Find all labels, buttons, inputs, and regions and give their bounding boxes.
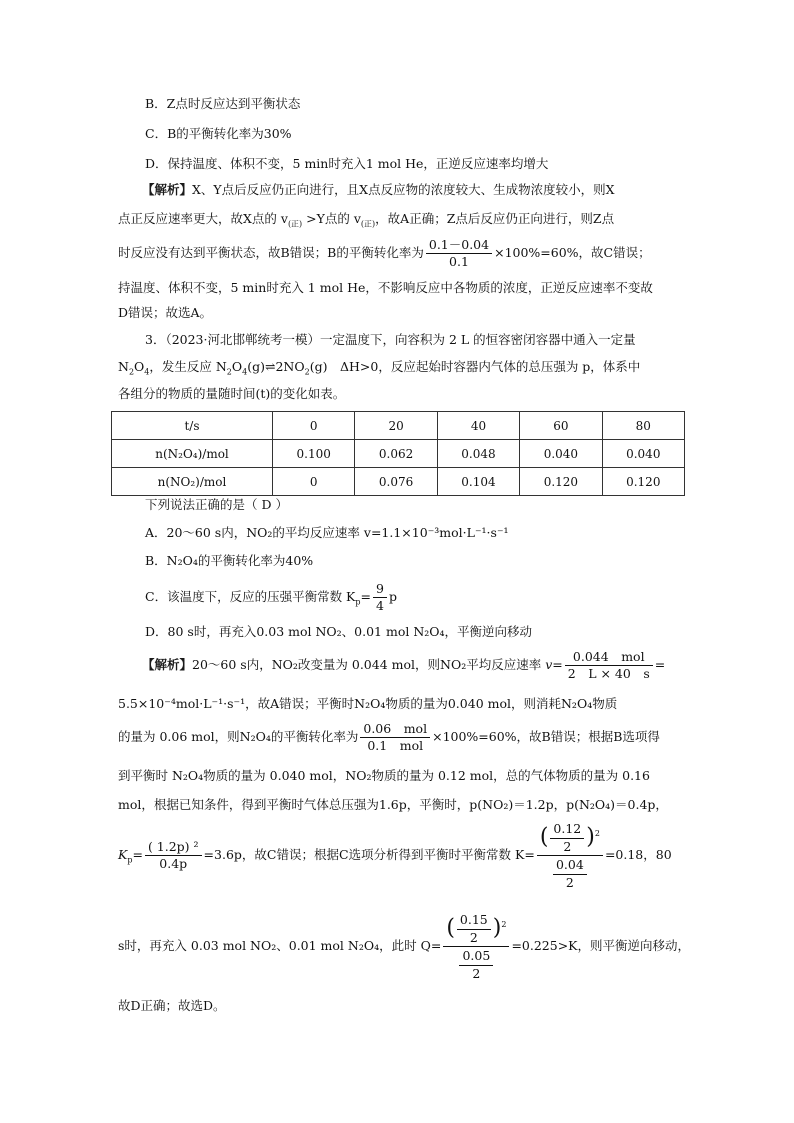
table-row: t/s 0 20 40 60 80 [112,412,685,440]
q3-analysis-line6: $K_p=$ $\frac{\text{( 1.2p) ²}}{0.4p}$ =3.6p，故C错误；根据C选项分析得到平衡时平衡常数 K= ( $\frac{0.12}{2}$ )$^2$ $\frac{0.04}{2}$ =0.18，80 [118,821,672,890]
q3-analysis-line1: 【解析】20～60 s内，NO₂改变量为 0.044 mol，则NO₂平均反应速率 v= $\frac{\text{0.044 mol}}{2 L \times 40 s}$ = [142,649,666,681]
q3-stem-line1: 3．（2023·河北邯郸统考一模）一定温度下，向容积为 2 L 的恒容密闭容器中通入一定量 [145,332,636,347]
q3-stem-line3: 各组分的物质的量随时间(t)的变化如表。 [118,386,346,401]
q2-option-b: B．Z点时反应达到平衡状态 [145,96,301,111]
q2-analysis-line2: 点正反应速率更大，故X点的 $v_{(正)} >Y$点的 $v_{(正)}$，故A正确；Z点后反应仍正向进行，则Z点 [118,211,615,229]
q2-option-d: D．保持温度、体积不变，5 min时充入1 mol He，正逆反应速率均增大 [145,156,549,171]
equilibrium-arrow: ⇌ [265,359,276,374]
data-table [111,411,685,496]
q3-analysis-line8: 故D正确；故选D。 [118,998,226,1013]
q3-option-d: D．80 s时，再充入0.03 mol NO₂、0.01 mol N₂O₄，平衡逆向移动 [145,624,533,639]
q3-analysis-line5: mol，根据已知条件，得到平衡时气体总压强为1.6p，平衡时，p(NO₂)＝1.2p，p(N₂O₄)＝0.4p， [118,797,668,812]
q3-stem-line2: $N_2O_4$，发生反应 $N_2O_4(g)\rightleftharpoons 2NO_2(g)$ ΔH>0，反应起始时容器内气体的总压强为 p，体系中 [118,359,641,377]
q3-analysis-line2: 5.5×10⁻⁴mol·L⁻¹·s⁻¹，故A错误；平衡时N₂O₄物质的量为0.040 mol，则消耗N₂O₄物质 [118,696,618,711]
q3-analysis-line3: 的量为 0.06 mol，则N₂O₄的平衡转化率为 $\frac{\text{0.06 mol}}{\text{0.1 mol}}$ ×100%=60%，故B错误；根据B选项得 [118,721,660,753]
analysis-tag: 【解析】 [142,657,193,672]
q-fraction: ( $\frac{0.15}{2}$ )$^2$ $\frac{0.05}{2}$ [443,911,509,982]
q2-analysis-line4: 持温度、体积不变，5 min时充入 1 mol He，不影响反应中各物质的浓度，正逆反应速率不变故 [118,280,653,295]
q2-option-c: C．B的平衡转化率为30% [145,126,292,141]
q3-analysis-line4: 到平衡时 N₂O₄物质的量为 0.040 mol，NO₂物质的量为 0.12 mol，总的气体物质的量为 0.16 [118,768,650,783]
analysis-tag: 【解析】 [142,182,193,197]
q2-conversion-fraction: $\frac{0.1-0.04}{0.1}$ [426,237,492,270]
q3-question: 下列说法正确的是（ D ） [145,497,288,512]
q3-option-c: C．该温度下，反应的压强平衡常数 $K_p=$ $\frac{9}{4}$ p [145,581,397,613]
q2-analysis-line3: 时反应没有达到平衡状态，故B错误；B的平衡转化率为 $\frac{0.1-0.04}{0.1}$ ×100%=60%，故C错误； [118,237,651,269]
q2-analysis-line1: 【解析】X、Y点后反应仍正向进行，且X点反应物的浓度较大、生成物浓度较小，则X [142,182,615,197]
table-row: n(NO₂)/mol 0 0.076 0.104 0.120 0.120 [112,468,685,496]
q2-analysis-line5: D错误；故选A。 [118,305,213,320]
table-row: n(N₂O₄)/mol 0.100 0.062 0.048 0.040 0.040 [112,440,685,468]
q3-analysis-line7: s时，再充入 0.03 mol NO₂、0.01 mol N₂O₄，此时 Q= ( $\frac{0.15}{2}$ )$^2$ $\frac{0.05}{2}$ =0.225>K，则平衡逆向移动， [118,912,691,981]
q3-option-b: B．N₂O₄的平衡转化率为40% [145,553,314,568]
q3-option-a: A．20～60 s内，NO₂的平均反应速率 v=1.1×10⁻³mol·L⁻¹·s⁻¹ [145,525,509,540]
k-fraction: ( $\frac{0.12}{2}$ )$^2$ $\frac{0.04}{2}$ [537,820,603,891]
